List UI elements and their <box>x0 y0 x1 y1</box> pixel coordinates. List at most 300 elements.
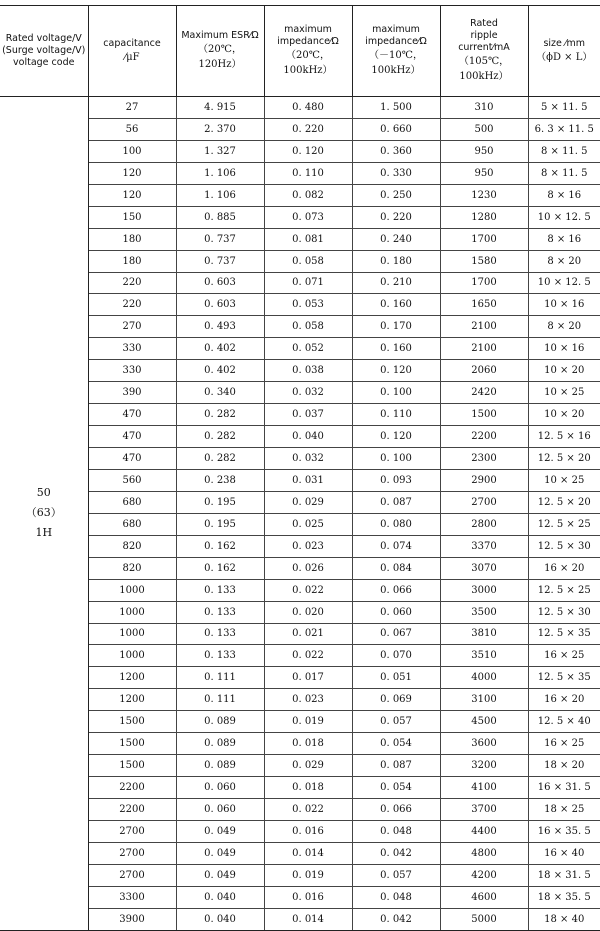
size-cell: 16 × 35. 5 <box>528 820 600 842</box>
impedance-20c-cell: 0. 082 <box>264 184 352 206</box>
esr-cell: 0. 133 <box>176 623 264 645</box>
ripple-current-cell: 3700 <box>440 799 528 821</box>
ripple-current-cell: 3000 <box>440 579 528 601</box>
impedance-20c-cell: 0. 026 <box>264 557 352 579</box>
capacitance-cell: 680 <box>88 491 176 513</box>
esr-cell: 0. 402 <box>176 360 264 382</box>
ripple-current-cell: 1230 <box>440 184 528 206</box>
impedance-20c-cell: 0. 029 <box>264 491 352 513</box>
impedance-20c-cell: 0. 029 <box>264 755 352 777</box>
esr-cell: 0. 737 <box>176 228 264 250</box>
header-voltage-line: voltage code <box>13 57 75 68</box>
impedance-minus10c-cell: 0. 160 <box>352 294 440 316</box>
impedance-20c-cell: 0. 052 <box>264 338 352 360</box>
size-cell: 8 × 11. 5 <box>528 140 600 162</box>
impedance-minus10c-cell: 0. 054 <box>352 733 440 755</box>
esr-cell: 1. 106 <box>176 184 264 206</box>
ripple-current-cell: 4200 <box>440 864 528 886</box>
impedance-minus10c-cell: 0. 110 <box>352 404 440 426</box>
header-esr-line: 120Hz） <box>198 59 242 70</box>
impedance-minus10c-cell: 0. 087 <box>352 755 440 777</box>
size-cell: 12. 5 × 30 <box>528 535 600 557</box>
ripple-current-cell: 1700 <box>440 228 528 250</box>
table-row <box>0 711 600 733</box>
impedance-20c-cell: 0. 019 <box>264 864 352 886</box>
header-ripple-line: （105℃， <box>458 56 510 67</box>
esr-cell: 0. 049 <box>176 864 264 886</box>
esr-cell: 0. 111 <box>176 689 264 711</box>
esr-cell: 0. 493 <box>176 316 264 338</box>
impedance-20c-cell: 0. 025 <box>264 513 352 535</box>
impedance-20c-cell: 0. 019 <box>264 711 352 733</box>
impedance-minus10c-cell: 0. 360 <box>352 140 440 162</box>
header-capacitance-line: capacitance <box>103 37 161 49</box>
size-cell: 16 × 25 <box>528 733 600 755</box>
esr-cell: 0. 060 <box>176 777 264 799</box>
size-cell: 12. 5 × 16 <box>528 426 600 448</box>
table-row <box>0 535 600 557</box>
size-cell: 16 × 40 <box>528 842 600 864</box>
esr-cell: 0. 603 <box>176 272 264 294</box>
impedance-minus10c-cell: 0. 660 <box>352 118 440 140</box>
table-row <box>0 272 600 294</box>
table-row <box>0 250 600 272</box>
capacitance-cell: 180 <box>88 250 176 272</box>
header-impedance-minus10c-line: impedance⁄Ω <box>365 36 427 47</box>
impedance-20c-cell: 0. 073 <box>264 206 352 228</box>
header-impedance-20c-line: 100kHz） <box>283 65 333 76</box>
impedance-minus10c-cell: 0. 060 <box>352 601 440 623</box>
voltage-group-line: 1H <box>35 526 53 540</box>
esr-cell: 0. 133 <box>176 601 264 623</box>
header-esr-line: （20℃， <box>198 44 242 55</box>
impedance-20c-cell: 0. 023 <box>264 535 352 557</box>
header-size <box>528 6 600 97</box>
impedance-minus10c-cell: 0. 048 <box>352 820 440 842</box>
capacitance-cell: 560 <box>88 469 176 491</box>
esr-cell: 0. 089 <box>176 711 264 733</box>
impedance-20c-cell: 0. 053 <box>264 294 352 316</box>
size-cell: 18 × 31. 5 <box>528 864 600 886</box>
impedance-20c-cell: 0. 037 <box>264 404 352 426</box>
spec-table-container <box>0 5 600 931</box>
esr-cell: 0. 089 <box>176 733 264 755</box>
table-row <box>0 404 600 426</box>
size-cell: 18 × 25 <box>528 799 600 821</box>
header-size-line: （ϕD × L） <box>536 51 593 63</box>
table-row <box>0 601 600 623</box>
ripple-current-cell: 3100 <box>440 689 528 711</box>
esr-cell: 0. 049 <box>176 820 264 842</box>
voltage-group-line: （63） <box>25 506 62 520</box>
header-ripple-line: 100kHz） <box>459 71 509 82</box>
capacitance-cell: 120 <box>88 184 176 206</box>
impedance-minus10c-cell: 0. 250 <box>352 184 440 206</box>
size-cell: 12. 5 × 30 <box>528 601 600 623</box>
size-cell: 10 × 12. 5 <box>528 272 600 294</box>
impedance-minus10c-cell: 0. 180 <box>352 250 440 272</box>
table-body <box>0 97 600 931</box>
esr-cell: 0. 133 <box>176 645 264 667</box>
table-row <box>0 579 600 601</box>
capacitance-cell: 3900 <box>88 908 176 930</box>
esr-cell: 0. 603 <box>176 294 264 316</box>
header-row <box>0 6 600 97</box>
table-row <box>0 294 600 316</box>
size-cell: 10 × 25 <box>528 382 600 404</box>
table-row <box>0 842 600 864</box>
table-row <box>0 908 600 930</box>
size-cell: 16 × 25 <box>528 645 600 667</box>
header-impedance-20c-line: maximum <box>284 24 332 35</box>
impedance-minus10c-cell: 0. 087 <box>352 491 440 513</box>
voltage-group-line: 50 <box>36 486 51 500</box>
esr-cell: 0. 195 <box>176 513 264 535</box>
table-row <box>0 316 600 338</box>
impedance-minus10c-cell: 0. 240 <box>352 228 440 250</box>
capacitance-cell: 820 <box>88 535 176 557</box>
size-cell: 12. 5 × 35 <box>528 667 600 689</box>
capacitance-cell: 27 <box>88 97 176 119</box>
table-row <box>0 623 600 645</box>
ripple-current-cell: 1580 <box>440 250 528 272</box>
size-cell: 10 × 20 <box>528 360 600 382</box>
ripple-current-cell: 4800 <box>440 842 528 864</box>
impedance-20c-cell: 0. 071 <box>264 272 352 294</box>
header-capacitance-line: ⁄μF <box>124 51 140 63</box>
ripple-current-cell: 1700 <box>440 272 528 294</box>
size-cell: 5 × 11. 5 <box>528 97 600 119</box>
table-row <box>0 97 600 119</box>
header-esr <box>176 6 264 97</box>
header-impedance-minus10c <box>352 6 440 97</box>
table-row <box>0 667 600 689</box>
esr-cell: 0. 040 <box>176 886 264 908</box>
impedance-minus10c-cell: 0. 057 <box>352 864 440 886</box>
impedance-minus10c-cell: 0. 042 <box>352 908 440 930</box>
impedance-20c-cell: 0. 021 <box>264 623 352 645</box>
ripple-current-cell: 950 <box>440 162 528 184</box>
header-size-line: size ⁄mm <box>543 37 586 49</box>
ripple-current-cell: 5000 <box>440 908 528 930</box>
impedance-20c-cell: 0. 120 <box>264 140 352 162</box>
capacitance-cell: 390 <box>88 382 176 404</box>
impedance-minus10c-cell: 0. 057 <box>352 711 440 733</box>
ripple-current-cell: 1500 <box>440 404 528 426</box>
esr-cell: 0. 060 <box>176 799 264 821</box>
capacitance-cell: 150 <box>88 206 176 228</box>
esr-cell: 0. 282 <box>176 426 264 448</box>
capacitance-cell: 2700 <box>88 864 176 886</box>
impedance-minus10c-cell: 0. 042 <box>352 842 440 864</box>
capacitance-cell: 1000 <box>88 623 176 645</box>
capacitance-cell: 120 <box>88 162 176 184</box>
table-row <box>0 184 600 206</box>
capacitance-cell: 56 <box>88 118 176 140</box>
esr-cell: 1. 327 <box>176 140 264 162</box>
capacitance-cell: 1500 <box>88 711 176 733</box>
capacitance-cell: 330 <box>88 338 176 360</box>
table-row <box>0 799 600 821</box>
capacitance-cell: 3300 <box>88 886 176 908</box>
ripple-current-cell: 3510 <box>440 645 528 667</box>
esr-cell: 0. 089 <box>176 755 264 777</box>
ripple-current-cell: 4600 <box>440 886 528 908</box>
ripple-current-cell: 3500 <box>440 601 528 623</box>
impedance-20c-cell: 0. 022 <box>264 645 352 667</box>
size-cell: 16 × 20 <box>528 557 600 579</box>
esr-cell: 0. 340 <box>176 382 264 404</box>
capacitor-spec-table <box>0 5 600 931</box>
impedance-minus10c-cell: 0. 100 <box>352 382 440 404</box>
ripple-current-cell: 3810 <box>440 623 528 645</box>
esr-cell: 0. 282 <box>176 448 264 470</box>
capacitance-cell: 270 <box>88 316 176 338</box>
esr-cell: 0. 195 <box>176 491 264 513</box>
table-row <box>0 777 600 799</box>
impedance-minus10c-cell: 0. 330 <box>352 162 440 184</box>
table-row <box>0 228 600 250</box>
size-cell: 8 × 16 <box>528 228 600 250</box>
esr-cell: 0. 049 <box>176 842 264 864</box>
ripple-current-cell: 2300 <box>440 448 528 470</box>
table-row <box>0 557 600 579</box>
voltage-group-cell <box>0 97 88 931</box>
esr-cell: 0. 040 <box>176 908 264 930</box>
ripple-current-cell: 3600 <box>440 733 528 755</box>
capacitance-cell: 1000 <box>88 645 176 667</box>
size-cell: 8 × 16 <box>528 184 600 206</box>
header-ripple-line: Rated <box>470 18 498 29</box>
impedance-20c-cell: 0. 016 <box>264 886 352 908</box>
capacitance-cell: 2200 <box>88 777 176 799</box>
impedance-20c-cell: 0. 018 <box>264 777 352 799</box>
impedance-minus10c-cell: 0. 054 <box>352 777 440 799</box>
impedance-minus10c-cell: 0. 066 <box>352 579 440 601</box>
ripple-current-cell: 2800 <box>440 513 528 535</box>
impedance-minus10c-cell: 0. 120 <box>352 360 440 382</box>
impedance-20c-cell: 0. 023 <box>264 689 352 711</box>
header-ripple-line: ripple <box>470 30 498 41</box>
ripple-current-cell: 1280 <box>440 206 528 228</box>
ripple-current-cell: 2200 <box>440 426 528 448</box>
impedance-20c-cell: 0. 022 <box>264 579 352 601</box>
ripple-current-cell: 4000 <box>440 667 528 689</box>
impedance-20c-cell: 0. 058 <box>264 250 352 272</box>
table-row <box>0 733 600 755</box>
impedance-minus10c-cell: 0. 220 <box>352 206 440 228</box>
capacitance-cell: 1500 <box>88 755 176 777</box>
impedance-20c-cell: 0. 018 <box>264 733 352 755</box>
size-cell: 8 × 20 <box>528 316 600 338</box>
ripple-current-cell: 950 <box>440 140 528 162</box>
capacitance-cell: 100 <box>88 140 176 162</box>
esr-cell: 0. 282 <box>176 404 264 426</box>
capacitance-cell: 2700 <box>88 842 176 864</box>
esr-cell: 4. 915 <box>176 97 264 119</box>
capacitance-cell: 1500 <box>88 733 176 755</box>
table-row <box>0 820 600 842</box>
impedance-minus10c-cell: 0. 160 <box>352 338 440 360</box>
size-cell: 6. 3 × 11. 5 <box>528 118 600 140</box>
size-cell: 16 × 31. 5 <box>528 777 600 799</box>
size-cell: 8 × 20 <box>528 250 600 272</box>
impedance-20c-cell: 0. 032 <box>264 382 352 404</box>
impedance-20c-cell: 0. 032 <box>264 448 352 470</box>
ripple-current-cell: 2100 <box>440 316 528 338</box>
impedance-minus10c-cell: 0. 084 <box>352 557 440 579</box>
impedance-20c-cell: 0. 031 <box>264 469 352 491</box>
esr-cell: 0. 133 <box>176 579 264 601</box>
table-row <box>0 886 600 908</box>
header-voltage <box>0 6 88 97</box>
header-impedance-20c-line: impedance⁄Ω <box>277 36 339 47</box>
capacitance-cell: 220 <box>88 294 176 316</box>
ripple-current-cell: 3070 <box>440 557 528 579</box>
size-cell: 10 × 16 <box>528 338 600 360</box>
esr-cell: 0. 111 <box>176 667 264 689</box>
impedance-minus10c-cell: 0. 080 <box>352 513 440 535</box>
capacitance-cell: 470 <box>88 448 176 470</box>
size-cell: 12. 5 × 25 <box>528 579 600 601</box>
ripple-current-cell: 500 <box>440 118 528 140</box>
impedance-minus10c-cell: 0. 093 <box>352 469 440 491</box>
header-impedance-minus10c-line: maximum <box>372 24 420 35</box>
table-row <box>0 491 600 513</box>
capacitance-cell: 680 <box>88 513 176 535</box>
ripple-current-cell: 2700 <box>440 491 528 513</box>
table-row <box>0 382 600 404</box>
esr-cell: 0. 885 <box>176 206 264 228</box>
table-row <box>0 206 600 228</box>
impedance-20c-cell: 0. 014 <box>264 908 352 930</box>
capacitance-cell: 470 <box>88 404 176 426</box>
header-voltage-line: (Surge voltage/V) <box>2 45 86 56</box>
ripple-current-cell: 2060 <box>440 360 528 382</box>
impedance-20c-cell: 0. 480 <box>264 97 352 119</box>
esr-cell: 1. 106 <box>176 162 264 184</box>
capacitance-cell: 180 <box>88 228 176 250</box>
impedance-minus10c-cell: 0. 051 <box>352 667 440 689</box>
ripple-current-cell: 2100 <box>440 338 528 360</box>
capacitance-cell: 820 <box>88 557 176 579</box>
impedance-20c-cell: 0. 040 <box>264 426 352 448</box>
ripple-current-cell: 4400 <box>440 820 528 842</box>
esr-cell: 2. 370 <box>176 118 264 140</box>
impedance-minus10c-cell: 0. 100 <box>352 448 440 470</box>
size-cell: 18 × 40 <box>528 908 600 930</box>
size-cell: 18 × 35. 5 <box>528 886 600 908</box>
header-voltage-line: Rated voltage/V <box>5 33 82 44</box>
size-cell: 12. 5 × 20 <box>528 491 600 513</box>
impedance-minus10c-cell: 0. 067 <box>352 623 440 645</box>
esr-cell: 0. 162 <box>176 557 264 579</box>
table-row <box>0 469 600 491</box>
impedance-20c-cell: 0. 220 <box>264 118 352 140</box>
header-impedance-20c-line: （20℃， <box>286 50 330 61</box>
size-cell: 10 × 20 <box>528 404 600 426</box>
ripple-current-cell: 4500 <box>440 711 528 733</box>
table-row <box>0 513 600 535</box>
impedance-20c-cell: 0. 017 <box>264 667 352 689</box>
table-row <box>0 118 600 140</box>
impedance-20c-cell: 0. 110 <box>264 162 352 184</box>
header-capacitance <box>88 6 176 97</box>
table-row <box>0 689 600 711</box>
size-cell: 10 × 12. 5 <box>528 206 600 228</box>
ripple-current-cell: 310 <box>440 97 528 119</box>
capacitance-cell: 1000 <box>88 579 176 601</box>
ripple-current-cell: 3370 <box>440 535 528 557</box>
table-row <box>0 338 600 360</box>
ripple-current-cell: 1650 <box>440 294 528 316</box>
esr-cell: 0. 238 <box>176 469 264 491</box>
ripple-current-cell: 3200 <box>440 755 528 777</box>
table-row <box>0 448 600 470</box>
capacitance-cell: 2700 <box>88 820 176 842</box>
size-cell: 16 × 20 <box>528 689 600 711</box>
capacitance-cell: 1000 <box>88 601 176 623</box>
ripple-current-cell: 2900 <box>440 469 528 491</box>
impedance-minus10c-cell: 1. 500 <box>352 97 440 119</box>
size-cell: 8 × 11. 5 <box>528 162 600 184</box>
table-row <box>0 426 600 448</box>
capacitance-cell: 2200 <box>88 799 176 821</box>
ripple-current-cell: 4100 <box>440 777 528 799</box>
impedance-20c-cell: 0. 014 <box>264 842 352 864</box>
impedance-20c-cell: 0. 020 <box>264 601 352 623</box>
impedance-minus10c-cell: 0. 120 <box>352 426 440 448</box>
size-cell: 10 × 16 <box>528 294 600 316</box>
impedance-20c-cell: 0. 038 <box>264 360 352 382</box>
impedance-minus10c-cell: 0. 210 <box>352 272 440 294</box>
size-cell: 10 × 25 <box>528 469 600 491</box>
esr-cell: 0. 402 <box>176 338 264 360</box>
impedance-20c-cell: 0. 081 <box>264 228 352 250</box>
impedance-minus10c-cell: 0. 074 <box>352 535 440 557</box>
size-cell: 12. 5 × 40 <box>528 711 600 733</box>
capacitance-cell: 330 <box>88 360 176 382</box>
table-row <box>0 755 600 777</box>
impedance-minus10c-cell: 0. 070 <box>352 645 440 667</box>
esr-cell: 0. 162 <box>176 535 264 557</box>
impedance-20c-cell: 0. 022 <box>264 799 352 821</box>
impedance-minus10c-cell: 0. 069 <box>352 689 440 711</box>
impedance-20c-cell: 0. 016 <box>264 820 352 842</box>
impedance-20c-cell: 0. 058 <box>264 316 352 338</box>
table-row <box>0 864 600 886</box>
impedance-minus10c-cell: 0. 048 <box>352 886 440 908</box>
table-row <box>0 360 600 382</box>
table-row <box>0 645 600 667</box>
table-row <box>0 140 600 162</box>
ripple-current-cell: 2420 <box>440 382 528 404</box>
size-cell: 12. 5 × 25 <box>528 513 600 535</box>
header-impedance-minus10c-line: 100kHz） <box>371 65 421 76</box>
header-impedance-20c <box>264 6 352 97</box>
capacitance-cell: 220 <box>88 272 176 294</box>
size-cell: 12. 5 × 35 <box>528 623 600 645</box>
size-cell: 12. 5 × 20 <box>528 448 600 470</box>
header-ripple-current <box>440 6 528 97</box>
header-esr-line: Maximum ESR⁄Ω <box>181 30 259 41</box>
capacitance-cell: 470 <box>88 426 176 448</box>
capacitance-cell: 1200 <box>88 689 176 711</box>
capacitance-cell: 1200 <box>88 667 176 689</box>
header-ripple-line: current⁄mA <box>458 42 510 53</box>
esr-cell: 0. 737 <box>176 250 264 272</box>
impedance-minus10c-cell: 0. 066 <box>352 799 440 821</box>
